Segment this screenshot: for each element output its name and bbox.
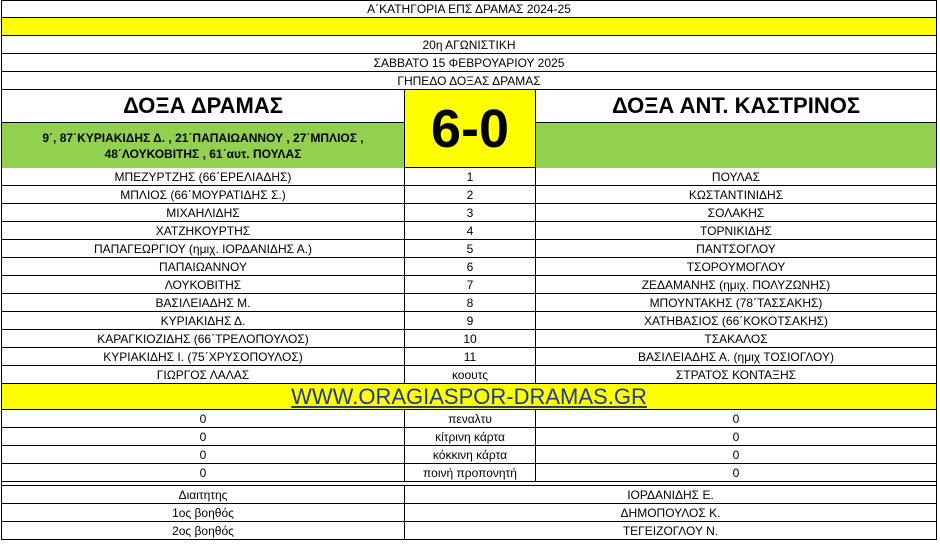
home-stat-value: 0 [2,410,405,427]
shirt-number: 8 [405,294,536,311]
lineup-row [1,168,937,186]
home-player: ΜΠΕΖΥΡΤΖΗΣ (66΄ΕΡΕΛΙΑΔΗΣ) [2,168,405,185]
shirt-number: 1 [405,168,536,185]
official-role: Διαιτητης [2,486,405,503]
official-row [1,486,937,504]
lineup-row [1,240,937,258]
home-coach: ΓΙΩΡΓΟΣ ΛΑΛΑΣ [2,366,405,383]
home-player: ΒΑΣΙΛΕΙΑΔΗΣ Μ. [2,294,405,311]
shirt-number: 4 [405,222,536,239]
shirt-number: 6 [405,258,536,275]
matchday: 20η ΑΓΩΝΙΣΤΙΚΗ [422,37,516,52]
home-scorers [2,122,405,168]
league-title-row [1,0,937,18]
official-name: ΙΟΡΔΑΝΙΔΗΣ Ε. [627,487,714,502]
shirt-number: 9 [405,312,536,329]
home-player: ΠΑΠΑΙΩΑΝΝΟΥ [2,258,405,275]
lineup-row [1,186,937,204]
away-stat-value: 0 [732,465,740,480]
lineup-row [1,348,937,366]
coaches-label: κοουτς [405,366,536,383]
home-team-name: ΔΟΞΑ ΔΡΑΜΑΣ [2,90,405,122]
shirt-number: 11 [405,348,536,365]
away-player: ΠΑΝΤΣΟΓΛΟΥ [696,241,776,256]
yellow-band [1,18,937,36]
home-player: ΚΥΡΙΑΚΙΔΗΣ Δ. [2,312,405,329]
away-player: ΤΣΟΡΟΥΜΟΓΛΟΥ [686,259,786,274]
away-stat-value: 0 [732,411,740,426]
lineup-row [1,330,937,348]
home-player: ΚΑΡΑΓΚΙΟΖΙΔΗΣ (66΄ΤΡΕΛΟΠΟΥΛΟΣ) [2,330,405,347]
stat-row [1,428,937,446]
shirt-number: 10 [405,330,536,347]
matchday-row [1,36,937,54]
home-player: ΛΟΥΚΟΒΙΤΗΣ [2,276,405,293]
away-scorers [536,122,936,168]
venue-row [1,72,937,90]
away-player: ΖΕΔΑΜΑΝΗΣ (ημιχ. ΠΟΛΥΖΩΝΗΣ) [641,277,831,292]
stat-label: κίτρινη κάρτα [405,428,536,445]
away-player: ΤΣΑΚΑΛΟΣ [704,331,768,346]
match-date: ΣΑΒΒΑΤΟ 15 ΦΕΒΡΟΥΑΡΙΟΥ 2025 [373,55,565,70]
away-player: ΒΑΣΙΛΕΙΑΔΗΣ Α. (ημιχ ΤΟΣΙΟΓΛΟΥ) [638,349,834,364]
away-stat-value: 0 [732,447,740,462]
home-player: ΚΥΡΙΑΚΙΔΗΣ Ι. (75΄ΧΡΥΣΟΠΟΥΛΟΣ) [2,348,405,365]
stat-row [1,446,937,464]
shirt-number: 2 [405,186,536,203]
away-coach: ΣΤΡΑΤΟΣ ΚΟΝΤΑΞΗΣ [675,367,797,382]
home-stat-value: 0 [2,446,405,463]
website-row [1,384,937,410]
home-player: ΜΠΛΙΟΣ (66΄ΜΟΥΡΑΤΙΔΗΣ Σ.) [2,186,405,203]
stat-label: ποινή προπονητή [405,464,536,481]
home-scorers-line-1: 9΄, 87΄ΚΥΡΙΑΚΙΔΗΣ Δ. , 21΄ΠΑΠΑΙΩΑΝΝΟΥ , 27΄ΜΠΛΙΟΣ , [42,130,364,145]
shirt-number: 5 [405,240,536,257]
home-player: ΧΑΤΖΗΚΟΥΡΤΗΣ [2,222,405,239]
official-row [1,522,937,540]
away-player: ΠΟΥΛΑΣ [711,169,761,184]
home-player: ΠΑΠΑΓΕΩΡΓΙΟΥ (ημιχ. ΙΟΡΔΑΝΙΔΗΣ Α.) [2,240,405,257]
official-row [1,504,937,522]
lineup-row [1,204,937,222]
home-stat-value: 0 [2,428,405,445]
away-player: ΜΠΟΥΝΤΑΚΗΣ (78΄ΤΑΣΣΑΚΗΣ) [649,295,823,310]
away-player: ΧΑΤΗΒΑΣΙΟΣ (66΄ΚΟΚΟΤΣΑΚΗΣ) [643,313,829,328]
stat-label: κόκκινη κάρτα [405,446,536,463]
lineup-row [1,276,937,294]
stat-label: πεναλτυ [405,410,536,427]
home-scorers-line-2: 48΄ΛΟΥΚΟΒΙΤΗΣ , 61΄αυτ. ΠΟΥΛΑΣ [104,146,302,161]
score-block [1,90,937,168]
league-title: Α΄ΚΑΤΗΓΟΡΙΑ ΕΠΣ ΔΡΑΜΑΣ 2024-25 [367,2,571,16]
shirt-number: 7 [405,276,536,293]
away-stat-value: 0 [732,429,740,444]
website-link[interactable]: WWW.ORAGIASPOR-DRAMAS.GR [291,384,647,409]
away-player: ΚΩΣΤΑΝΤΙΝΙΔΗΣ [688,187,784,202]
away-player: ΤΟΡΝΙΚΙΔΗΣ [700,223,772,238]
official-role: 1ος βοηθός [2,504,405,521]
lineup-row [1,294,937,312]
away-team-name: ΔΟΞΑ ΑΝΤ. ΚΑΣΤΡΙΝΟΣ [611,93,861,118]
date-row [1,54,937,72]
official-role: 2ος βοηθός [2,522,405,539]
lineup-row [1,258,937,276]
stat-row [1,464,937,482]
lineup-row [1,222,937,240]
shirt-number: 3 [405,204,536,221]
coaches-row [1,366,937,384]
lineup-row [1,312,937,330]
final-score: 6-0 [405,90,536,167]
away-player: ΣΟΛΑΚΗΣ [707,205,765,220]
official-name: ΔΗΜΟΠΟΥΛΟΣ Κ. [620,505,721,520]
home-stat-value: 0 [2,464,405,481]
stat-row [1,410,937,428]
venue: ΓΗΠΕΔΟ ΔΟΞΑΣ ΔΡΑΜΑΣ [397,73,541,88]
official-name: ΤΕΓΕΙΖΟΓΛΟΥ Ν. [622,523,719,538]
home-player: ΜΙΧΑΗΛΙΔΗΣ [2,204,405,221]
